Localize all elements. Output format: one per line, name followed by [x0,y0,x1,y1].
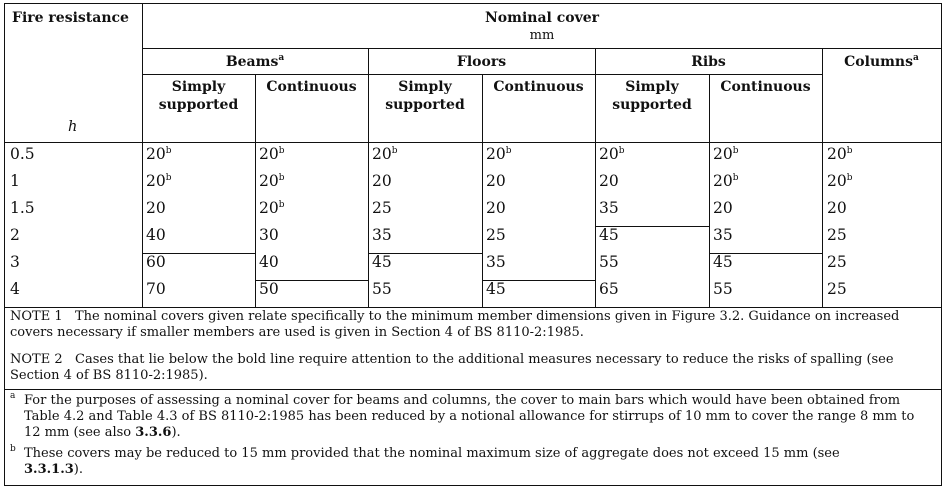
table-body-bottom [4,307,942,308]
row-label-h: 4 [10,280,20,298]
footnote-a-mark: a [10,391,16,401]
col-sep-6 [709,74,710,307]
table-cell: 20$^b$ [259,199,285,217]
table-cell: 45 [372,253,392,271]
table-cell: 70 [146,280,166,298]
table-cell: 55 [599,253,619,271]
footnote-b-mark: b [10,444,16,454]
table-cell: 20$^b$ [713,172,739,190]
table-cell: 30 [259,226,279,244]
table-cell: 35 [599,199,619,217]
row-label-h: 2 [10,226,20,244]
beams-continuous-header: Continuous [266,79,357,95]
row-label-h: 0.5 [10,145,35,163]
row-label-h: 1 [10,172,20,190]
table-cell: 20$^b$ [146,172,172,190]
table-cell: 20$^b$ [827,145,853,163]
nominal-cover-header: Nominal cover [485,10,599,26]
ribs-continuous-header: Continuous [720,79,811,95]
table-cell: 40 [146,226,166,244]
table-cell: 25 [372,199,392,217]
table-cell: 45 [599,226,619,244]
footnote-ref: b [732,173,739,183]
table-cell: 40 [259,253,279,271]
table-cell: 20 [146,199,166,217]
row-label-h: 3 [10,253,20,271]
col-sep-4 [482,74,483,307]
table-cell: 25 [827,253,847,271]
footnote-ref: b [391,146,398,156]
table-cell: 35 [486,253,506,271]
footnote-ref: b [505,146,512,156]
footnote-ref: b [278,200,285,210]
table-cell: 20$^b$ [372,145,398,163]
header-rule-bottom [4,142,942,143]
table-cell: 20$^b$ [259,145,285,163]
table-cell: 20 [599,172,619,190]
table-cell: 25 [827,226,847,244]
table-cell: 45 [486,280,506,298]
table-border-top [4,3,942,4]
notes-footnotes-divider [4,389,942,390]
table-cell: 20 [827,199,847,217]
footnote-ref: b [278,173,285,183]
footnote-ref: b [618,146,625,156]
table-border-right [941,3,942,486]
group-ribs: Ribs [691,54,726,70]
table-cell: 20$^b$ [827,172,853,190]
group-floors: Floors [456,54,507,70]
footnote-ref: b [846,173,853,183]
table-cell: 35 [713,226,733,244]
footnote-ref: b [165,146,172,156]
floors-simply-supported-header: Simply supported [385,79,465,113]
table-cell: 20 [372,172,392,190]
table-cell: 20$^b$ [599,145,625,163]
col-sep-2 [255,74,256,307]
table-cell: 55 [372,280,392,298]
table-cell: 20$^b$ [486,145,512,163]
floors-continuous-header: Continuous [493,79,584,95]
note-2: NOTE 2 Cases that lie below the bold line require attention to the additional measures necessary to reduce the risks of spalling (see Section 4 of BS 8110-2:1985). [10,352,894,383]
footnote-ref: b [732,146,739,156]
table-cell: 20$^b$ [146,145,172,163]
note-1: NOTE 1 The nominal covers given relate specifically to the minimum member dimensions given in Figure 3.2. Guidance on increased covers necessary if smaller members are used is given in Section 4 of BS 8110-2:1985. [10,309,900,340]
table-cell: 35 [372,226,392,244]
table-cell: 25 [486,226,506,244]
footnote-ref: b [165,173,172,183]
table-cell: 20$^b$ [713,145,739,163]
table-cell: 25 [827,280,847,298]
table-cell: 50 [259,280,279,298]
col-sep-7 [822,48,823,307]
beams-simply-supported-header: Simply supported [158,79,239,113]
footnote-a: For the purposes of assessing a nominal cover for beams and columns, the cover to main bars which would have been obtained from Table 4.2 and Table 4.3 of BS 8110-2:1985 has been reduced by a notional allowance for stirrups of 10 mm to cover the range 8 mm to 12 mm (see also 3.3.6). [24,393,915,440]
col-sep-1 [142,3,143,307]
table-border-bottom [4,485,942,486]
group-columns: Columns$^a$ [844,53,919,70]
ribs-simply-supported-header: Simply supported [612,79,692,113]
table-border-left [4,3,5,486]
unit-h-label: h [68,119,78,135]
fire-resistance-header: Fire resistance [12,10,129,26]
footnote-ref: b [278,146,285,156]
table-cell: 55 [713,280,733,298]
table-cell: 20$^b$ [259,172,285,190]
table-cell: 60 [146,253,166,271]
footnote-ref: b [846,146,853,156]
nominal-cover-unit: mm [529,28,555,43]
table-cell: 20 [486,199,506,217]
table-cell: 20 [486,172,506,190]
row-label-h: 1.5 [10,199,35,217]
footnote-b: These covers may be reduced to 15 mm provided that the nominal maximum size of aggregate does not exceed 15 mm (see 3.3.1.3). [24,446,840,477]
table-cell: 45 [713,253,733,271]
group-beams: Beams$^a$ [225,53,285,70]
table-cell: 65 [599,280,619,298]
table-cell: 20 [713,199,733,217]
